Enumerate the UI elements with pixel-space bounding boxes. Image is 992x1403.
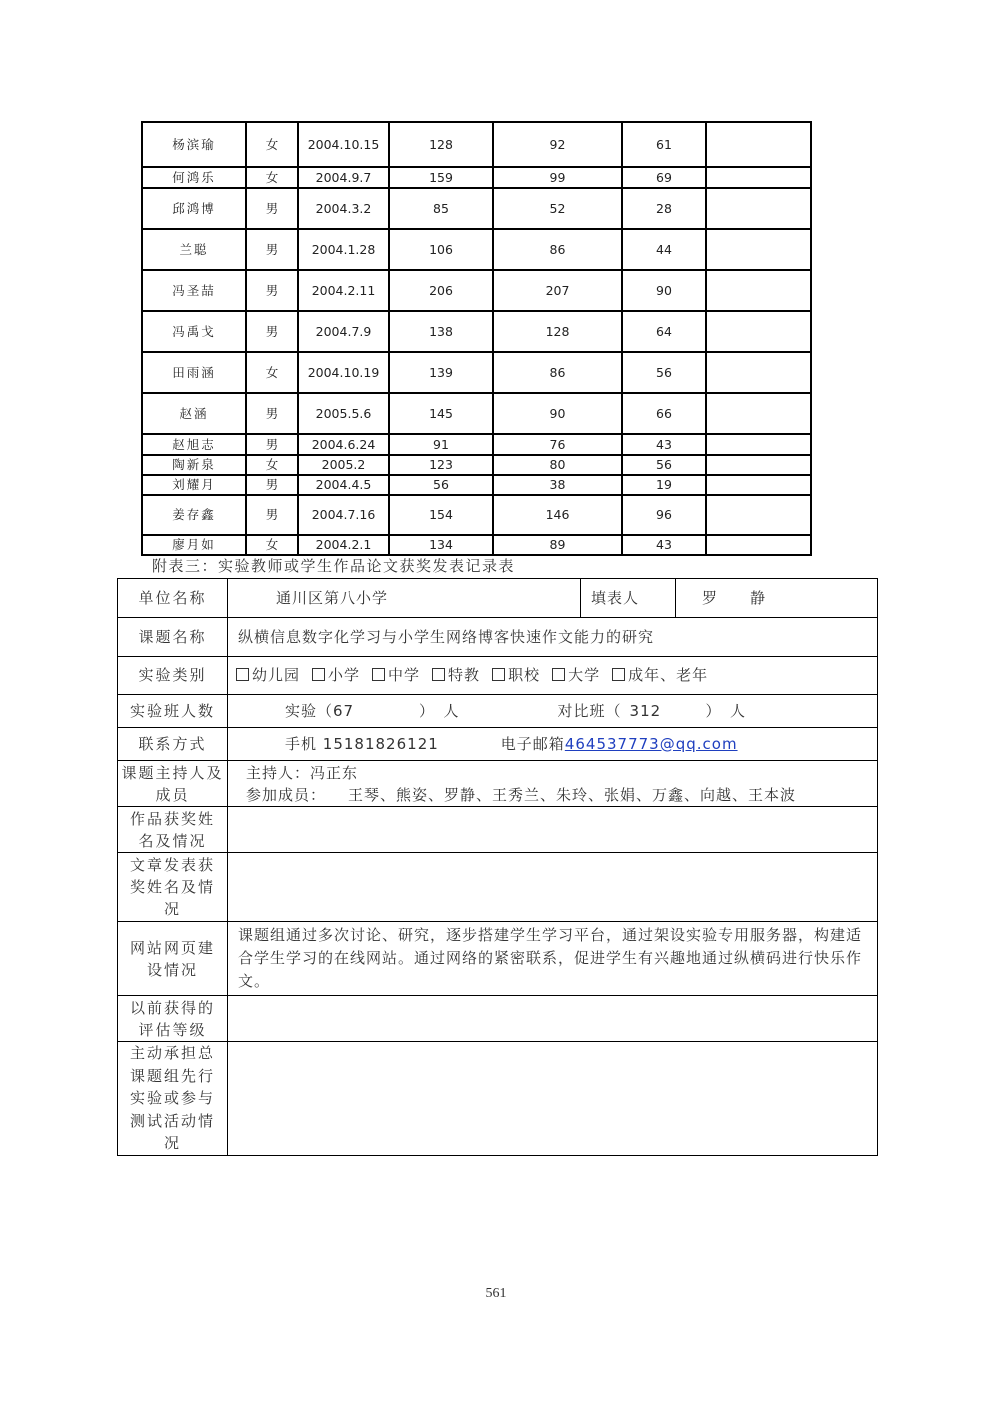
- exp-prefix: 实验（: [285, 701, 334, 720]
- student-name: 田雨涵: [142, 352, 246, 393]
- student-note: [706, 352, 811, 393]
- student-note: [706, 167, 811, 188]
- type-option[interactable]: [552, 666, 600, 684]
- score-1: 159: [389, 167, 493, 188]
- score-3: 61: [622, 122, 706, 167]
- table-row: [142, 393, 811, 434]
- score-1: 56: [389, 475, 493, 495]
- score-1: 85: [389, 188, 493, 229]
- contact-value: [228, 728, 878, 761]
- student-note: [706, 455, 811, 475]
- ctrl-suffix: ） 人: [705, 701, 747, 720]
- student-birthdate: 2004.3.2: [298, 188, 389, 229]
- checkbox-icon[interactable]: [372, 668, 385, 681]
- score-3: 44: [622, 229, 706, 270]
- student-name: 姜存鑫: [142, 495, 246, 535]
- page-number: 561: [485, 1286, 507, 1301]
- ctrl-prefix: 对比班（: [557, 701, 622, 720]
- checkbox-icon[interactable]: [612, 668, 625, 681]
- works-label: 作品获奖姓名及情况: [118, 807, 228, 853]
- row-class-size: [118, 695, 878, 728]
- score-1: 139: [389, 352, 493, 393]
- row-prior-rating: [118, 996, 878, 1042]
- student-note: [706, 122, 811, 167]
- student-name: 赵涵: [142, 393, 246, 434]
- score-3: 56: [622, 455, 706, 475]
- student-birthdate: 2004.4.5: [298, 475, 389, 495]
- host-line: 主持人：冯正东: [246, 763, 359, 782]
- type-options: [228, 657, 878, 695]
- filler-value: 罗 静: [676, 579, 878, 618]
- table-row: [142, 188, 811, 229]
- score-2: 86: [493, 229, 622, 270]
- row-works: [118, 807, 878, 853]
- exp-count: 67: [333, 701, 355, 720]
- student-gender: 男: [246, 475, 298, 495]
- type-option[interactable]: [312, 666, 360, 684]
- score-3: 43: [622, 535, 706, 555]
- student-gender: 男: [246, 229, 298, 270]
- type-option[interactable]: [236, 666, 300, 684]
- class-size-label: 实验班人数: [118, 695, 228, 728]
- score-3: 96: [622, 495, 706, 535]
- student-note: [706, 475, 811, 495]
- score-2: 99: [493, 167, 622, 188]
- row-type: [118, 657, 878, 695]
- score-2: 92: [493, 122, 622, 167]
- row-unit: [118, 579, 878, 618]
- table-row: [142, 455, 811, 475]
- checkbox-icon[interactable]: [552, 668, 565, 681]
- type-option[interactable]: [492, 666, 540, 684]
- score-3: 43: [622, 434, 706, 455]
- type-label: 实验类别: [118, 657, 228, 695]
- student-name: 邱鸿博: [142, 188, 246, 229]
- score-1: 134: [389, 535, 493, 555]
- topic-label: 课题名称: [118, 618, 228, 657]
- article-label: 文章发表获奖姓名及情况: [118, 853, 228, 922]
- article-value: [228, 853, 878, 922]
- student-gender: 女: [246, 455, 298, 475]
- student-birthdate: 2005.5.6: [298, 393, 389, 434]
- prior-rating-label: 以前获得的评估等级: [118, 996, 228, 1042]
- score-1: 206: [389, 270, 493, 311]
- score-1: 154: [389, 495, 493, 535]
- score-1: 91: [389, 434, 493, 455]
- student-birthdate: 2004.10.19: [298, 352, 389, 393]
- student-birthdate: 2004.2.1: [298, 535, 389, 555]
- table-row: [142, 535, 811, 555]
- row-host: [118, 761, 878, 807]
- checkbox-icon[interactable]: [236, 668, 249, 681]
- score-3: 90: [622, 270, 706, 311]
- student-note: [706, 495, 811, 535]
- type-option[interactable]: [372, 666, 420, 684]
- prior-rating-value: [228, 996, 878, 1042]
- student-note: [706, 434, 811, 455]
- checkbox-icon[interactable]: [432, 668, 445, 681]
- student-note: [706, 270, 811, 311]
- website-value: 课题组通过多次讨论、研究，逐步搭建学生学习平台，通过架设实验专用服务器，构建适合学生学习的在线网站。通过网络的紧密联系，促进学生有兴趣地通过纵横码进行快乐作文。: [228, 922, 878, 996]
- student-birthdate: 2005.2: [298, 455, 389, 475]
- type-option-label: 大学: [568, 666, 601, 684]
- exp-suffix: ） 人: [419, 701, 460, 720]
- student-gender: 女: [246, 122, 298, 167]
- student-gender: 男: [246, 188, 298, 229]
- phone-number: 15181826121: [322, 734, 439, 753]
- checkbox-icon[interactable]: [312, 668, 325, 681]
- student-gender: 女: [246, 535, 298, 555]
- student-birthdate: 2004.6.24: [298, 434, 389, 455]
- score-2: 128: [493, 311, 622, 352]
- student-gender: 男: [246, 270, 298, 311]
- type-option-label: 小学: [328, 666, 361, 684]
- table-row: [142, 122, 811, 167]
- student-birthdate: 2004.2.11: [298, 270, 389, 311]
- student-name: 廖月如: [142, 535, 246, 555]
- host-label: 课题主持人及成员: [118, 761, 228, 807]
- type-option-label: 职校: [508, 666, 541, 684]
- score-1: 106: [389, 229, 493, 270]
- row-article: [118, 853, 878, 922]
- members-line: [246, 784, 877, 806]
- score-2: 207: [493, 270, 622, 311]
- score-2: 52: [493, 188, 622, 229]
- student-name: 兰聪: [142, 229, 246, 270]
- score-3: 66: [622, 393, 706, 434]
- type-option-label: 特教: [448, 666, 481, 684]
- table-row: [142, 352, 811, 393]
- row-lead-experiment: [118, 1042, 878, 1156]
- score-2: 76: [493, 434, 622, 455]
- student-birthdate: 2004.9.7: [298, 167, 389, 188]
- table-row: [142, 311, 811, 352]
- award-record-table: [117, 578, 878, 1156]
- type-option-label: 幼儿园: [252, 666, 301, 684]
- email-link[interactable]: 464537773@qq.com: [564, 734, 738, 753]
- host-value: [228, 761, 878, 807]
- checkbox-icon[interactable]: [492, 668, 505, 681]
- score-3: 19: [622, 475, 706, 495]
- student-note: [706, 393, 811, 434]
- score-2: 86: [493, 352, 622, 393]
- score-1: 123: [389, 455, 493, 475]
- score-3: 64: [622, 311, 706, 352]
- class-size-value: [228, 695, 878, 728]
- score-1: 145: [389, 393, 493, 434]
- student-name: 陶新泉: [142, 455, 246, 475]
- topic-value: 纵横信息数字化学习与小学生网络博客快速作文能力的研究: [228, 618, 878, 657]
- student-name: 何鸿乐: [142, 167, 246, 188]
- unit-value: 通川区第八小学: [228, 579, 581, 618]
- score-1: 138: [389, 311, 493, 352]
- student-gender: 男: [246, 495, 298, 535]
- student-note: [706, 535, 811, 555]
- unit-label: 单位名称: [118, 579, 228, 618]
- student-birthdate: 2004.10.15: [298, 122, 389, 167]
- student-gender: 男: [246, 434, 298, 455]
- email-prefix: 电子邮箱: [500, 734, 565, 753]
- score-2: 89: [493, 535, 622, 555]
- table-row: [142, 167, 811, 188]
- score-3: 69: [622, 167, 706, 188]
- lead-experiment-value: [228, 1042, 878, 1156]
- student-gender: 女: [246, 167, 298, 188]
- student-gender: 男: [246, 311, 298, 352]
- student-gender: 女: [246, 352, 298, 393]
- score-3: 28: [622, 188, 706, 229]
- student-name: 刘耀月: [142, 475, 246, 495]
- filler-label: 填表人: [581, 579, 676, 618]
- table-row: [142, 495, 811, 535]
- row-topic: [118, 618, 878, 657]
- type-option-label: 中学: [388, 666, 421, 684]
- ctrl-count: 312: [629, 701, 662, 720]
- lead-experiment-label: 主动承担总课题组先行实验或参与测试活动情况: [118, 1042, 228, 1156]
- row-website: [118, 922, 878, 996]
- members-prefix: 参加成员：: [246, 785, 327, 804]
- student-birthdate: 2004.7.16: [298, 495, 389, 535]
- members-value: 王琴、熊姿、罗静、王秀兰、朱玲、张娟、万鑫、向越、王本波: [348, 785, 797, 804]
- type-option-label: 成年、老年: [628, 666, 709, 684]
- student-name: 杨滨瑜: [142, 122, 246, 167]
- contact-label: 联系方式: [118, 728, 228, 761]
- student-note: [706, 188, 811, 229]
- website-label: 网站网页建设情况: [118, 922, 228, 996]
- score-1: 128: [389, 122, 493, 167]
- table-caption: 附表三：实验教师或学生作品论文获奖发表记录表: [152, 557, 516, 575]
- row-contact: [118, 728, 878, 761]
- table-row: [142, 434, 811, 455]
- works-value: [228, 807, 878, 853]
- student-birthdate: 2004.7.9: [298, 311, 389, 352]
- student-name: 冯禹戈: [142, 311, 246, 352]
- student-birthdate: 2004.1.28: [298, 229, 389, 270]
- score-3: 56: [622, 352, 706, 393]
- score-2: 80: [493, 455, 622, 475]
- type-option[interactable]: [432, 666, 480, 684]
- phone-prefix: 手机: [285, 734, 318, 753]
- table-row: [142, 270, 811, 311]
- student-name: 赵旭志: [142, 434, 246, 455]
- table-row: [142, 475, 811, 495]
- type-option[interactable]: [612, 666, 708, 684]
- student-note: [706, 229, 811, 270]
- student-gender: 男: [246, 393, 298, 434]
- student-note: [706, 311, 811, 352]
- student-name: 冯圣喆: [142, 270, 246, 311]
- table-row: [142, 229, 811, 270]
- score-2: 90: [493, 393, 622, 434]
- student-score-table: [141, 121, 812, 556]
- score-2: 38: [493, 475, 622, 495]
- score-2: 146: [493, 495, 622, 535]
